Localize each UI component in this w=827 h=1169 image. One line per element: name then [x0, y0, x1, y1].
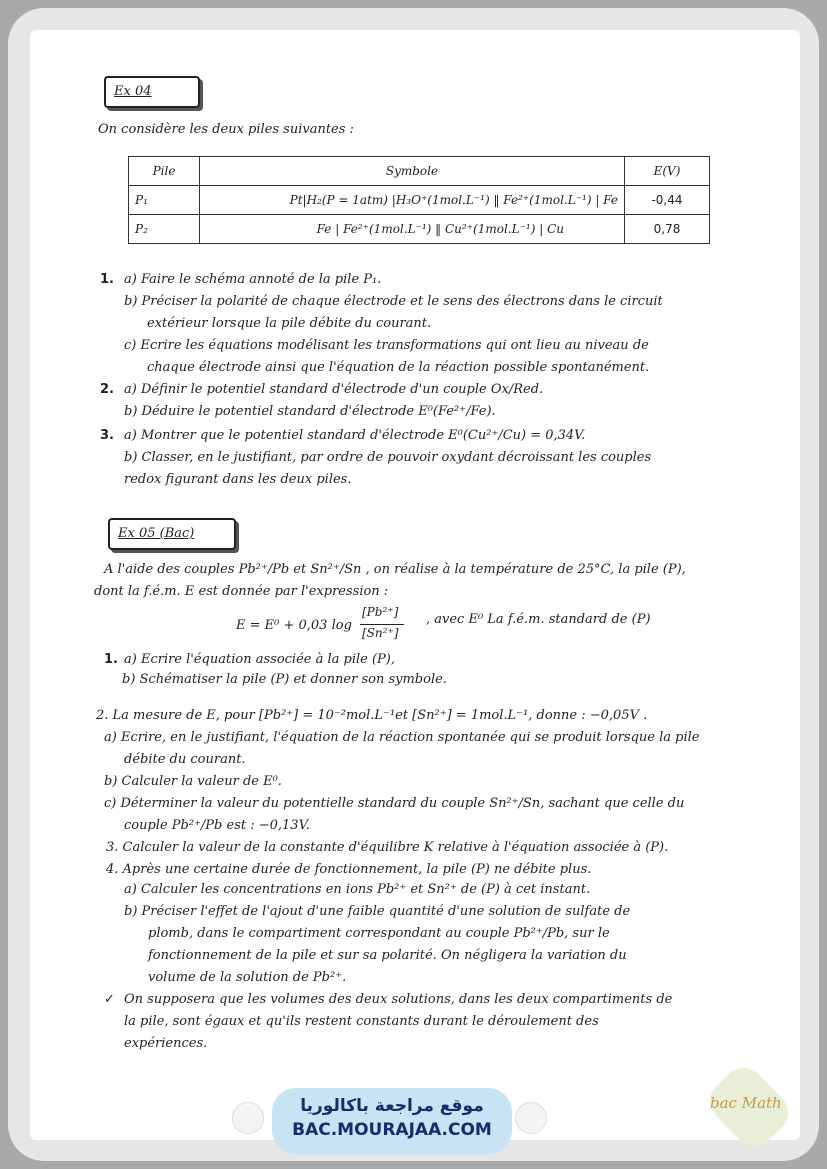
ex05-q1-num: 1.: [104, 652, 118, 667]
ex05-q3: 3. Calculer la valeur de la constante d'équilibre K relative à l'équation associée à (P).: [106, 840, 669, 855]
q2-a: a) Définir le potentiel standard d'électrode d'un couple Ox/Red.: [124, 382, 544, 397]
formula-denominator: [Sn²⁺]: [362, 626, 399, 640]
symbole-cell: Fe | Fe²⁺(1mol.L⁻¹) ‖ Cu²⁺(1mol.L⁻¹) | Cu: [200, 215, 625, 244]
q3-b1: b) Classer, en le justifiant, par ordre de pouvoir oxydant décroissant les couples: [124, 450, 652, 465]
e-cell: 0,78: [625, 215, 710, 244]
ex05-q2-c2: couple Pb²⁺/Pb est : −0,13V.: [124, 818, 310, 833]
ex05-q4-a: a) Calculer les concentrations en ions Pb²⁺ et Sn²⁺ de (P) à cet instant.: [124, 882, 591, 897]
q3-b2: redox figurant dans les deux piles.: [124, 472, 352, 487]
ex05-title: Ex 05 (Bac): [108, 518, 236, 550]
q2-num: 2.: [100, 382, 114, 397]
fraction-bar: [360, 624, 404, 625]
ex05-q2-c1: c) Déterminer la valeur du potentielle standard du couple Sn²⁺/Sn, sachant que celle du: [104, 796, 685, 811]
q2-b: b) Déduire le potentiel standard d'électrode E⁰(Fe²⁺/Fe).: [124, 404, 496, 419]
ex05-note2: la pile, sont égaux et qu'ils restent constants durant le déroulement des: [124, 1014, 599, 1029]
header-pile: Pile: [129, 157, 200, 186]
ex05-q4-b1: b) Préciser l'effet de l'ajout d'une faible quantité d'une solution de sulfate de: [124, 904, 631, 919]
ex05-q2-a1: a) Ecrire, en le justifiant, l'équation de la réaction spontanée qui se produit lorsque la pile: [104, 730, 700, 745]
e-cell: -0,44: [625, 186, 710, 215]
table-row: [129, 186, 710, 215]
ex05-q2-b: b) Calculer la valeur de E⁰.: [104, 774, 282, 789]
ex05-q4-b3: fonctionnement de la pile et sur sa polarité. On négligera la variation du: [148, 948, 627, 963]
site-logo-left-icon: [232, 1102, 264, 1134]
ex05-note1: On supposera que les volumes des deux solutions, dans les deux compartiments de: [124, 992, 673, 1007]
checkmark-icon: ✓: [104, 992, 115, 1007]
ex05-intro2: dont la f.é.m. E est donnée par l'expression :: [94, 584, 389, 599]
formula-numerator: [Pb²⁺]: [362, 605, 399, 619]
pile-cell: P₂: [129, 215, 200, 244]
footer-url-link[interactable]: BAC.MOURAJAA.COM: [292, 1120, 492, 1140]
ex05-q2-line: 2. La mesure de E, pour [Pb²⁺] = 10⁻²mol.L⁻¹et [Sn²⁺] = 1mol.L⁻¹, donne : −0,05V .: [96, 708, 648, 723]
ex05-note3: expériences.: [124, 1036, 208, 1051]
footer-banner[interactable]: [272, 1088, 512, 1154]
symbole-cell: Pt|H₂(P = 1atm) |H₃O⁺(1mol.L⁻¹) ‖ Fe²⁺(1mol.L⁻¹) | Fe: [200, 186, 625, 215]
header-e: E(V): [625, 157, 710, 186]
footer-arabic-title: موقع مراجعة باكالوريا: [300, 1096, 484, 1116]
table-row: [129, 215, 710, 244]
formula-right: , avec E⁰ La f.é.m. standard de (P): [426, 612, 651, 627]
q1-c1: c) Ecrire les équations modélisant les transformations qui ont lieu au niveau de: [124, 338, 649, 353]
piles-table: [128, 156, 710, 244]
ex05-q4-b2: plomb, dans le compartiment correspondant au couple Pb²⁺/Pb, sur le: [148, 926, 610, 941]
header-symbole: Symbole: [200, 157, 625, 186]
q3-num: 3.: [100, 428, 114, 443]
ex04-intro: On considère les deux piles suivantes :: [98, 122, 354, 137]
pile-cell: P₁: [129, 186, 200, 215]
ex05-q4-line: 4. Après une certaine durée de fonctionnement, la pile (P) ne débite plus.: [106, 862, 592, 877]
formula-left: E = E⁰ + 0,03 log: [236, 618, 352, 633]
q1-c2: chaque électrode ainsi que l'équation de la réaction possible spontanément.: [147, 360, 650, 375]
q1-b2: extérieur lorsque la pile débite du courant.: [147, 316, 432, 331]
ex04-title: Ex 04: [104, 76, 200, 108]
ex05-q1-b: b) Schématiser la pile (P) et donner son symbole.: [122, 672, 447, 687]
site-logo-right-icon: [515, 1102, 547, 1134]
table-header-row: [129, 157, 710, 186]
ex05-q1-a: a) Ecrire l'équation associée à la pile (P),: [124, 652, 396, 667]
q1-a: a) Faire le schéma annoté de la pile P₁.: [124, 272, 382, 287]
ex05-q4-b4: volume de la solution de Pb²⁺.: [148, 970, 347, 985]
q1-num: 1.: [100, 272, 114, 287]
bacmath-logo-icon: bac Math: [710, 1094, 782, 1112]
ex05-intro1: A l'aide des couples Pb²⁺/Pb et Sn²⁺/Sn , on réalise à la température de 25°C, la pile (P),: [104, 562, 686, 577]
q1-b1: b) Préciser la polarité de chaque électrode et le sens des électrons dans le circuit: [124, 294, 663, 309]
q3-a: a) Montrer que le potentiel standard d'électrode E⁰(Cu²⁺/Cu) = 0,34V.: [124, 428, 586, 443]
ex05-q2-a2: débite du courant.: [124, 752, 246, 767]
